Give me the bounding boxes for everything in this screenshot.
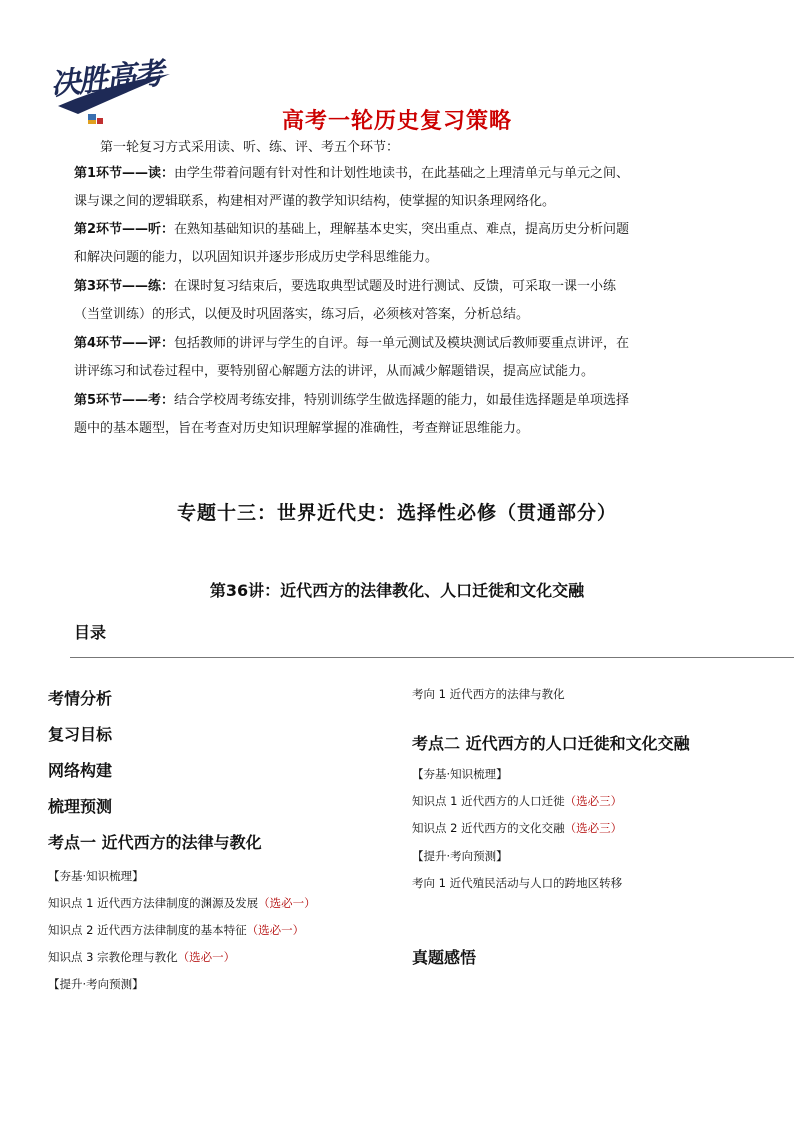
toc-subitem-text: 知识点 2 近代西方法律制度的基本特征 bbox=[48, 923, 247, 937]
toc-subitem-text: 知识点 1 近代西方法律制度的渊源及发展 bbox=[48, 896, 259, 910]
step-5 bbox=[74, 387, 734, 443]
step-label: 第4环节——评： bbox=[74, 336, 175, 351]
step-text: （当堂训练）的形式，以便及时巩固落实，练习后，必须核对答案，分析总结。 bbox=[74, 307, 530, 322]
lesson-title: 第36讲：近代西方的法律教化、人口迁徙和文化交融 bbox=[209, 581, 585, 600]
step-3 bbox=[74, 273, 734, 329]
step-text: 包括教师的讲评与学生的自评。每一单元测试及模块测试后教师要重点讲评，在 bbox=[174, 336, 630, 351]
intro-text: 第一轮复习方式采用读、听、练、评、考五个环节： bbox=[100, 140, 400, 155]
page-title: 高考一轮历史复习策略 bbox=[281, 109, 512, 134]
step-text: 由学生带着问题有针对性和计划性地读书，在此基础之上理清单元与单元之间、 bbox=[174, 166, 630, 181]
step-4 bbox=[74, 330, 734, 386]
step-text: 和解决问题的能力，以巩固知识并逐步形成历史学科思维能力。 bbox=[74, 250, 439, 265]
step-1 bbox=[74, 160, 734, 216]
toc-subitem[interactable]: 【提升·考向预测】 bbox=[48, 977, 144, 991]
step-text: 在课时复习结束后，要选取典型试题及时进行测试、反馈，可采取一课一小练 bbox=[174, 279, 617, 294]
toc-subitem-text: 知识点 3 宗教伦理与教化 bbox=[48, 950, 178, 964]
toc-subitem-tag: （选必三） bbox=[564, 821, 623, 835]
toc-subitem-tag: （选必一） bbox=[177, 950, 236, 964]
toc-subitem[interactable] bbox=[412, 820, 622, 836]
step-label: 第2环节——听： bbox=[74, 222, 175, 237]
step-text: 题中的基本题型，旨在考查对历史知识理解掌握的准确性，考查辩证思维能力。 bbox=[74, 421, 530, 436]
toc-item-prediction[interactable]: 梳理预测 bbox=[48, 797, 113, 816]
toc-subitem-tag: （选必三） bbox=[564, 794, 623, 808]
toc-item-real-questions[interactable]: 真题感悟 bbox=[412, 948, 477, 967]
step-label: 第3环节——练： bbox=[74, 279, 175, 294]
step-label: 第1环节——读： bbox=[74, 166, 175, 181]
step-label: 第5环节——考： bbox=[74, 393, 175, 408]
toc-subitem[interactable]: 考向 1 近代殖民活动与人口的跨地区转移 bbox=[412, 876, 623, 890]
toc-subitem-text: 知识点 2 近代西方的文化交融 bbox=[412, 821, 565, 835]
toc-subitem[interactable] bbox=[48, 895, 316, 911]
toc-subitem-tag: （选必一） bbox=[258, 896, 316, 910]
step-text: 讲评练习和试卷过程中，要特别留心解题方法的讲评，从而减少解题错误，提高应试能力。 bbox=[74, 364, 595, 379]
toc-item-point-two[interactable]: 考点二 近代西方的人口迁徙和文化交融 bbox=[412, 734, 690, 753]
toc-subitem-text: 知识点 1 近代西方的人口迁徙 bbox=[412, 794, 565, 808]
toc-item-exam-analysis[interactable]: 考情分析 bbox=[48, 689, 113, 708]
toc-title: 目录 bbox=[74, 623, 107, 642]
toc-subitem[interactable]: 【夯基·知识梳理】 bbox=[412, 767, 508, 781]
toc-item-network[interactable]: 网络构建 bbox=[48, 761, 113, 780]
step-text: 结合学校周考练安排，特别训练学生做选择题的能力，如最佳选择题是单项选择 bbox=[174, 393, 630, 408]
toc-subitem[interactable] bbox=[412, 793, 622, 809]
topic-title: 专题十三：世界近代史：选择性必修（贯通部分） bbox=[176, 502, 617, 524]
toc-subitem[interactable]: 考向 1 近代西方的法律与教化 bbox=[412, 687, 565, 701]
toc-item-point-one[interactable]: 考点一 近代西方的法律与教化 bbox=[48, 833, 262, 852]
step-2 bbox=[74, 216, 734, 272]
toc-subitem[interactable]: 【提升·考向预测】 bbox=[412, 849, 508, 863]
toc-item-review-goals[interactable]: 复习目标 bbox=[48, 725, 113, 744]
toc-subitem[interactable] bbox=[48, 949, 235, 965]
logo-text: 决胜高考 bbox=[48, 56, 164, 103]
toc-subitem[interactable] bbox=[48, 922, 304, 938]
toc-subitem-tag: （选必一） bbox=[246, 923, 305, 937]
toc-subitem[interactable]: 【夯基·知识梳理】 bbox=[48, 869, 144, 883]
divider bbox=[70, 657, 794, 658]
step-text: 在熟知基础知识的基础上，理解基本史实，突出重点、难点，提高历史分析问题 bbox=[174, 222, 630, 237]
step-text: 课与课之间的逻辑联系，构建相对严谨的教学知识结构，使掌握的知识条理网络化。 bbox=[74, 194, 556, 209]
